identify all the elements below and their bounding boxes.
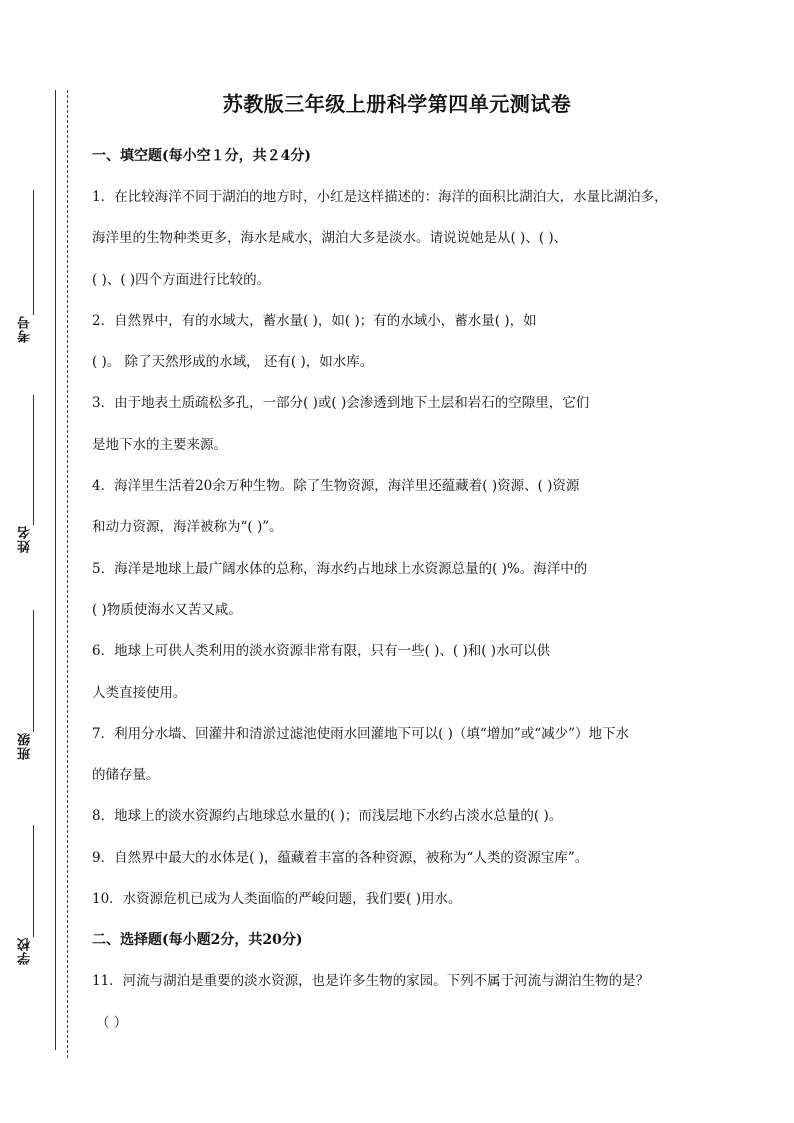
exam-no-label: 考号 bbox=[18, 315, 33, 343]
question-7 bbox=[92, 714, 732, 797]
name-blank bbox=[33, 395, 34, 525]
question-line: ( )物质使海水又苦又咸。 bbox=[92, 601, 242, 618]
question-line: 是地下水的主要来源。 bbox=[92, 436, 227, 453]
question-line: 7．利用分水墙、回灌井和清淤过滤池使雨水回灌地下可以( )（填“增加”或“减少”）地下水 bbox=[92, 725, 630, 742]
question-4 bbox=[92, 466, 732, 549]
exam-no-blank bbox=[33, 190, 34, 315]
question-content bbox=[92, 136, 732, 1044]
question-line: 的储存量。 bbox=[92, 767, 160, 784]
question-9 bbox=[92, 838, 732, 879]
question-line: 1．在比较海洋不同于湖泊的地方时，小红是这样描述的：海洋的面积比湖泊大，水量比湖泊多， bbox=[92, 189, 668, 205]
question-10 bbox=[92, 879, 732, 920]
answer-bracket: （ ） bbox=[96, 1014, 128, 1031]
question-2 bbox=[92, 301, 732, 384]
class-label: 班级 bbox=[18, 732, 33, 760]
question-line: 和动力资源，海洋被称为“( )”。 bbox=[92, 519, 283, 536]
page-title: 苏教版三年级上册科学第四单元测试卷 bbox=[222, 92, 572, 116]
question-8 bbox=[92, 796, 732, 837]
question-line: 海洋里的生物种类更多，海水是咸水，湖泊大多是淡水。请说说她是从( )、( )、 bbox=[92, 230, 568, 247]
question-5 bbox=[92, 549, 732, 632]
question-line: 4．海洋里生活着20余万种生物。除了生物资源，海洋里还蕴藏着( )资源、( )资源 bbox=[92, 478, 580, 495]
question-3 bbox=[92, 383, 732, 466]
question-6 bbox=[92, 631, 732, 714]
binding-dashed-line bbox=[67, 90, 68, 1058]
class-blank bbox=[33, 610, 34, 732]
question-line: 11．河流与湖泊是重要的淡水资源，也是许多生物的家园。下列不属于河流与湖泊生物的是？ bbox=[92, 973, 650, 990]
question-line: 2．自然界中，有的水域大，蓄水量( )，如( )；有的水域小，蓄水量( )，如 bbox=[92, 312, 537, 329]
question-line: 10．水资源危机已成为人类面临的严峻问题，我们要( )用水。 bbox=[92, 891, 462, 908]
question-line: 人类直接使用。 bbox=[92, 684, 187, 701]
question-line: ( )、( )四个方面进行比较的。 bbox=[92, 271, 271, 288]
binding-solid-line bbox=[55, 90, 56, 1050]
school-blank bbox=[33, 825, 34, 937]
question-line: 9．自然界中最大的水体是( )，蕴藏着丰富的各种资源，被称为“人类的资源宝库”。 bbox=[92, 849, 589, 866]
question-line: 6．地球上可供人类利用的淡水资源非常有限，只有一些( )、( )和( )水可以供 bbox=[92, 643, 551, 660]
question-line: 8．地球上的淡水资源约占地球总水量的( )；而浅层地下水约占淡水总量的( )。 bbox=[92, 808, 563, 825]
name-label: 姓名 bbox=[18, 525, 33, 553]
question-line: 5．海洋是地球上最广阔水体的总称，海水约占地球上水资源总量的( )%。海洋中的 bbox=[92, 560, 588, 577]
question-line: 3．由于地表土质疏松多孔，一部分( )或( )会渗透到地下土层和岩石的空隙里，它们 bbox=[92, 395, 590, 412]
question-1 bbox=[92, 177, 732, 301]
question-line: ( )。 除了天然形成的水域， 还有( )，如水库。 bbox=[92, 354, 374, 371]
section-choice-heading: 二、选择题(每小题2分，共20分) bbox=[92, 932, 303, 949]
school-label: 学校 bbox=[18, 937, 33, 965]
question-11 bbox=[92, 961, 732, 1044]
section-fill-blank-heading: 一、填空题(每小空１分，共２4分) bbox=[92, 148, 311, 164]
